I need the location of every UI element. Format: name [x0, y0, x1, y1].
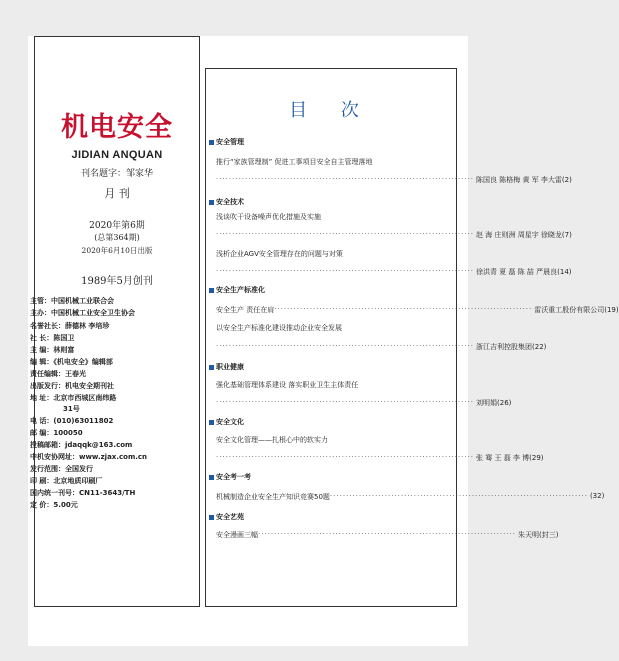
toc-panel — [205, 68, 619, 607]
toc-section-heading[interactable] — [209, 472, 251, 482]
toc-entry-authors: 浙江吉利控股集团(22) — [476, 343, 547, 351]
leader-dots: ················································································ — [216, 453, 475, 461]
toc-entry[interactable] — [216, 492, 605, 502]
toc-entry-title[interactable]: 以安全生产标准化建设推动企业安全发展 — [216, 324, 342, 332]
leader-dots: ················································································ — [216, 175, 475, 183]
info-line: 发行范围：全国发行 — [30, 465, 93, 473]
leader-dots: ················································································ — [329, 492, 588, 500]
toc-entry-authors: (32) — [589, 492, 605, 500]
leader-dots: ················································································ — [216, 342, 475, 350]
info-line: 中机安协网址：www.zjax.com.cn — [30, 453, 148, 461]
publication-date: 2020年6月10日出版 — [81, 246, 153, 255]
toc-entry-authors: 雷沃重工股份有限公司(19) — [534, 306, 619, 314]
section-marker-icon — [209, 475, 214, 480]
toc-section-label: 安全考一考 — [216, 473, 251, 481]
toc-entry-title: 安全生产 责任在肩 — [216, 306, 275, 314]
total-issue-number: (总第364期) — [94, 233, 140, 242]
toc-entry-authors: 刘明娟(26) — [476, 399, 512, 407]
info-line: 主 编：林则富 — [30, 346, 75, 354]
toc-entry[interactable] — [216, 305, 619, 315]
section-marker-icon — [209, 420, 214, 425]
toc-entry-title[interactable]: 浅谈吹干设备噪声优化措施及实施 — [216, 213, 321, 221]
issue-number: 2020年第6期 — [89, 221, 145, 231]
toc-section-label: 安全管理 — [216, 138, 244, 146]
toc-section-heading[interactable] — [209, 512, 244, 522]
toc-entry-title[interactable]: 推行“家族管理制” 促进工事项目安全自主管理落地 — [216, 158, 373, 166]
info-line: 定 价：5.00元 — [30, 501, 78, 509]
info-line: 31号 — [63, 405, 80, 413]
toc-section-label: 职业健康 — [216, 363, 244, 371]
section-marker-icon — [209, 365, 214, 370]
toc-section-label: 安全生产标准化 — [216, 286, 265, 294]
leader-dots: ················································································ — [216, 230, 475, 238]
leader-dots: ················································································ — [274, 305, 533, 313]
toc-entry-authors: 朱天明(封三) — [518, 531, 559, 539]
info-line: 主办：中国机械工业安全卫生协会 — [30, 309, 135, 317]
section-marker-icon — [209, 288, 214, 293]
info-line: 电 话：(010)63011802 — [30, 417, 114, 425]
toc-entry-title[interactable]: 强化基础管理体系建设 落实职业卫生主体责任 — [216, 381, 359, 389]
info-line: 印 刷：北京地质印刷厂 — [30, 477, 103, 485]
toc-entry-title[interactable]: 安全文化管理——扎根心中的软实力 — [216, 436, 328, 444]
info-line: 社 长：陈国卫 — [30, 334, 75, 342]
toc-entry[interactable] — [216, 530, 559, 540]
toc-section-label: 安全文化 — [216, 418, 244, 426]
leader-dots: ················································································ — [258, 530, 517, 538]
leader-dots: ················································································ — [216, 398, 475, 406]
toc-entry-title[interactable]: 浅析企业AGV安全管理存在的问题与对策 — [216, 250, 343, 258]
toc-entry-authors: 张 骞 王 磊 李 博(29) — [476, 454, 544, 462]
toc-section-heading[interactable] — [209, 137, 244, 147]
founded-date: 1989年5月创刊 — [81, 276, 153, 287]
toc-entry-authors: 陈国良 陈格梅 黄 军 李大雷(2) — [476, 176, 572, 184]
toc-section-heading[interactable] — [209, 417, 244, 427]
title-inscription: 刊名题字：邹家华 — [80, 169, 153, 179]
info-line: 名誉社长：薛德林 李培珍 — [30, 322, 110, 330]
magazine-title: 机电安全 — [61, 112, 173, 143]
toc-section-label: 安全技术 — [216, 198, 244, 206]
toc-section-heading[interactable] — [209, 197, 244, 207]
toc-title: 目 次 — [289, 100, 373, 121]
info-line: 国内统一刊号：CN11-3643/TH — [30, 489, 136, 497]
publication-frequency: 月 刊 — [104, 187, 130, 200]
section-marker-icon — [209, 200, 214, 205]
info-line: 投稿邮箱：jdaqqk@163.com — [30, 441, 133, 449]
info-line: 编 辑：《机电安全》编辑部 — [30, 358, 113, 366]
toc-entry-byline — [216, 342, 547, 352]
toc-entry-byline — [216, 230, 572, 240]
toc-section-heading[interactable] — [209, 285, 265, 295]
section-marker-icon — [209, 140, 214, 145]
magazine-pinyin: JIDIAN ANQUAN — [71, 149, 163, 161]
toc-section-label: 安全艺苑 — [216, 513, 244, 521]
toc-entry-byline — [216, 175, 572, 185]
toc-entry-authors: 徐洪青 夏 磊 陈 喆 严晨良(14) — [476, 268, 572, 276]
info-line: 出版发行：机电安全期刊社 — [30, 382, 114, 390]
toc-section-heading[interactable] — [209, 362, 244, 372]
toc-entry-byline — [216, 398, 512, 408]
toc-entry-byline — [216, 267, 572, 277]
info-line: 主管：中国机械工业联合会 — [30, 297, 114, 305]
toc-entry-byline — [216, 453, 544, 463]
toc-entry-title: 安全漫画三幅 — [216, 531, 258, 539]
toc-entry-authors: 赵 海 庄则洲 周星宇 徐晓龙(7) — [476, 231, 572, 239]
toc-entry-title: 机械制造企业安全生产知识竞赛50题 — [216, 493, 330, 501]
section-marker-icon — [209, 515, 214, 520]
leader-dots: ················································································ — [216, 267, 475, 275]
info-line: 责任编辑：王春光 — [30, 370, 86, 378]
info-line: 地 址：北京市西城区南纬路 — [30, 394, 117, 402]
info-line: 邮 编：100050 — [30, 429, 83, 437]
